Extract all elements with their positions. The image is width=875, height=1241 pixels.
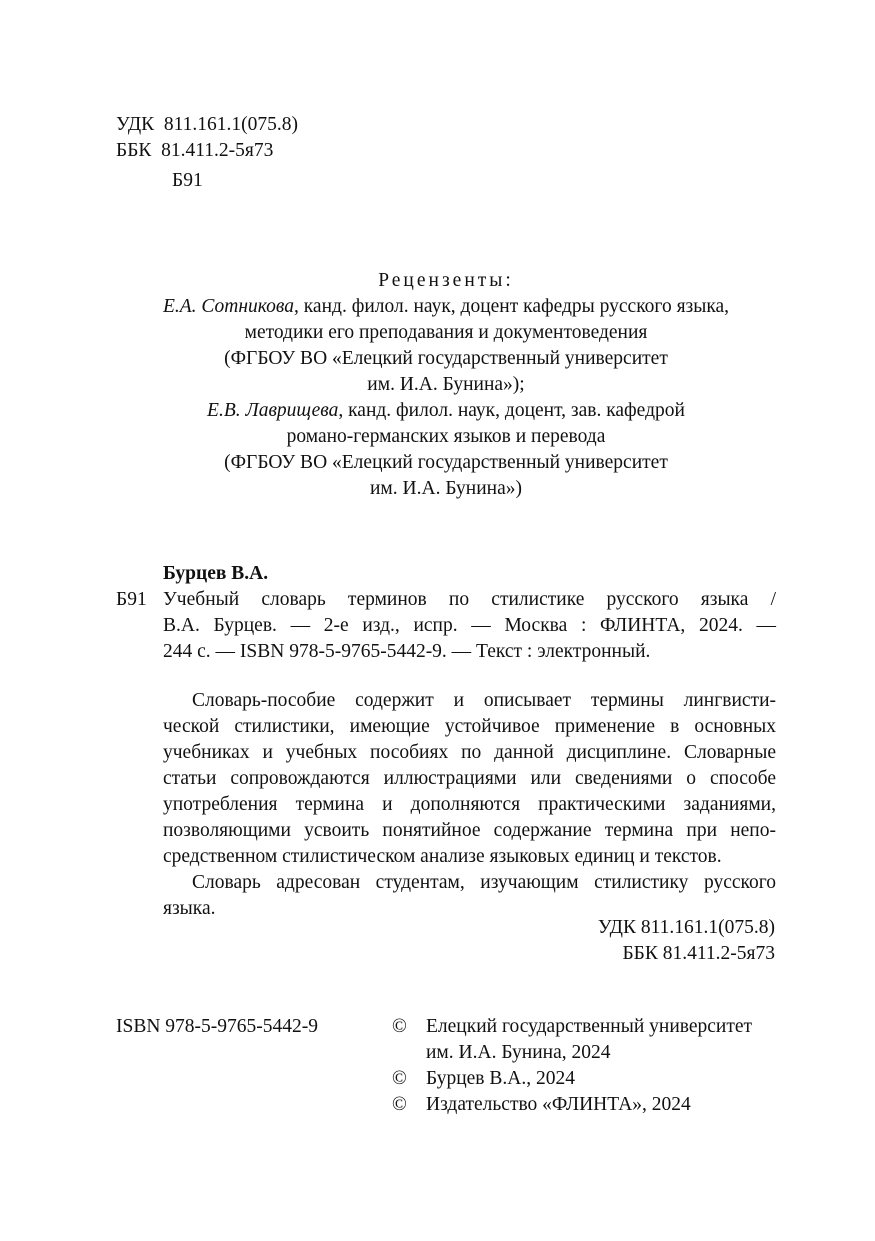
- copyright-item: [392, 1014, 792, 1066]
- reviewer-1-credentials: , канд. филол. наук, доцент кафедры русского языка,: [294, 296, 730, 317]
- udk-code: УДК 811.161.1(075.8): [597, 917, 775, 938]
- author-code: Б91: [172, 170, 203, 191]
- reviewer-2-line-2: романо-германских языков и перевода: [286, 426, 606, 447]
- reviewer-1-line-2: методики его преподавания и документоведения: [244, 322, 648, 343]
- udk-row: [116, 112, 298, 138]
- copyright-holder-detail: им. И.А. Бунина, 2024: [426, 1042, 611, 1063]
- copyright-item: [392, 1066, 792, 1092]
- reviewer-1-line-1: [100, 294, 792, 320]
- annotation-line: употребления термина и дополняются практическими заданиями,: [163, 794, 776, 815]
- copyright-holder: Издательство «ФЛИНТА», 2024: [426, 1094, 691, 1115]
- annotation-line: Словарь-пособие содержит и описывает термины лингвисти-: [192, 690, 776, 711]
- reviewers-block: [100, 268, 792, 502]
- bbk-code: ББК 81.411.2-5я73: [622, 943, 775, 964]
- reviewer-1-name: Е.А. Сотникова: [162, 296, 294, 317]
- bib-line: В.А. Бурцев. — 2-е изд., испр. — Москва : ФЛИНТА, 2024. —: [163, 615, 776, 636]
- annotation-line: учебниках и учебных пособиях по данной дисциплине. Словарные: [163, 742, 776, 763]
- udk-value: 811.161.1(075.8): [163, 114, 299, 135]
- reviewer-2-name: Е.В. Лаврищева: [207, 400, 339, 421]
- bottom-classification-codes: [598, 915, 775, 967]
- copyright-icon: ©: [392, 1068, 407, 1089]
- bib-line: Учебный словарь терминов по стилистике русского языка /: [163, 589, 776, 610]
- copyright-item: [392, 1092, 792, 1118]
- copyright-list: [392, 1014, 792, 1118]
- reviewer-2-line-4: им. И.А. Бунина»): [370, 478, 522, 499]
- reviewers-heading: Рецензенты:: [378, 270, 514, 291]
- reviewer-1-line-3: (ФГБОУ ВО «Елецкий государственный университет: [224, 348, 668, 369]
- copyright-icon: ©: [392, 1016, 407, 1037]
- bib-author: Бурцев В.А.: [163, 563, 269, 584]
- annotation-line: ческой стилистики, имеющие устойчивое применение в основных: [163, 716, 776, 737]
- copyright-icon: ©: [392, 1094, 407, 1115]
- isbn: ISBN 978-5-9765-5442-9: [116, 1016, 319, 1037]
- annotation-line: статьи сопровождаются иллюстрациями или сведениями о способе: [163, 768, 776, 789]
- udk-label: УДК: [116, 114, 155, 135]
- reviewer-2-line-1: [100, 398, 792, 424]
- reviewer-1-line-4: им. И.А. Бунина»);: [367, 374, 525, 395]
- annotation: [163, 688, 776, 922]
- copyright-holder: Бурцев В.А., 2024: [426, 1068, 575, 1089]
- reviewer-2-credentials: , канд. филол. наук, доцент, зав. кафедрой: [338, 400, 685, 421]
- bibliographic-record: [116, 587, 776, 665]
- annotation-line: Словарь адресован студентам, изучающим стилистику русского: [192, 872, 776, 893]
- bbk-row: [116, 138, 298, 164]
- annotation-line: средственном стилистическом анализе языковых единиц и текстов.: [163, 846, 722, 867]
- copyright-holder: Елецкий государственный университет: [426, 1016, 753, 1037]
- annotation-line: позволяющими усвоить понятийное содержание термина при непо-: [163, 820, 776, 841]
- bbk-label: ББК: [116, 140, 152, 161]
- reviewer-2-line-3: (ФГБОУ ВО «Елецкий государственный университет: [224, 452, 668, 473]
- bib-text: [163, 587, 776, 665]
- bbk-value: 81.411.2-5я73: [161, 140, 274, 161]
- top-classification-codes: [116, 112, 299, 191]
- annotation-line: языка.: [163, 898, 216, 919]
- bib-code: Б91: [116, 589, 147, 610]
- bib-line: 244 с. — ISBN 978-5-9765-5442-9. — Текст : электронный.: [163, 641, 651, 662]
